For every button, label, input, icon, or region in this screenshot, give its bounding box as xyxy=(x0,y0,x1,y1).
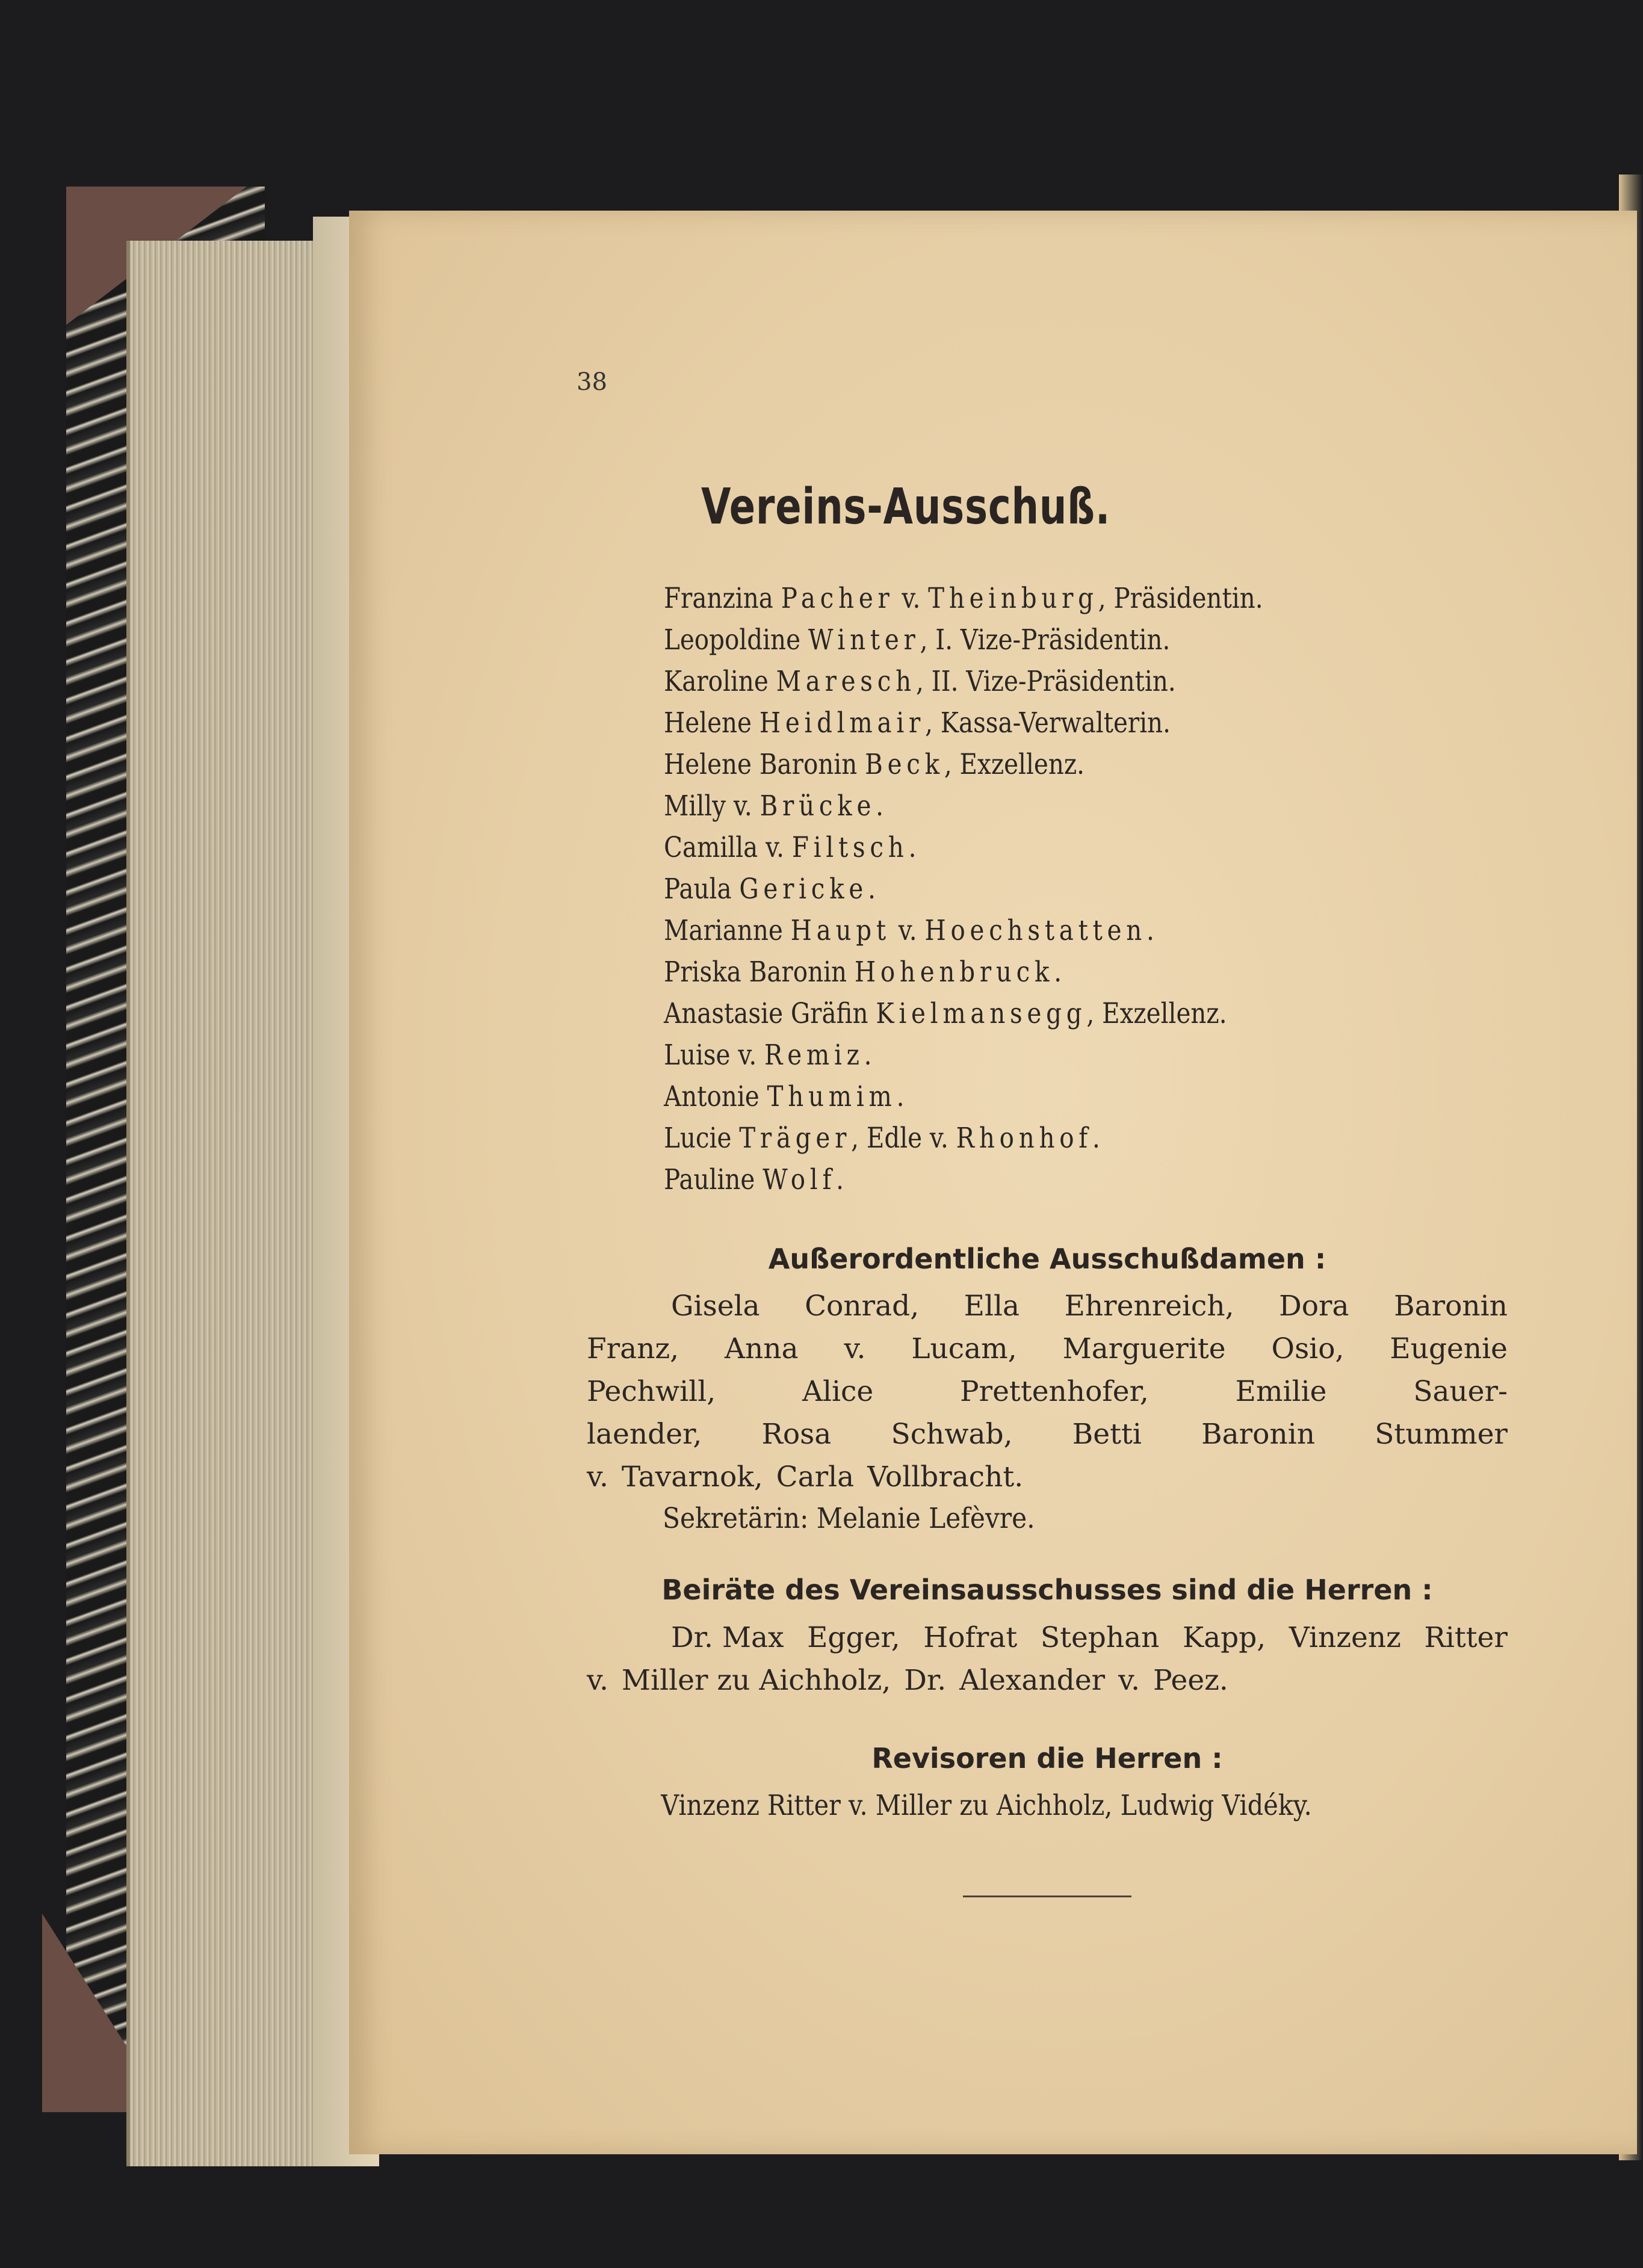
secretary-paragraph xyxy=(587,1497,1508,1540)
member-text: Anastasie Gräfin xyxy=(664,997,876,1030)
member-surname: Filtsch xyxy=(791,831,909,864)
member-text: Milly v. xyxy=(664,789,760,823)
text-line xyxy=(587,1327,1508,1370)
word: Ritter xyxy=(1424,1621,1508,1654)
word: Baronin xyxy=(1201,1418,1316,1451)
member-text: . xyxy=(908,831,917,864)
word: Vinzenz xyxy=(1289,1621,1401,1654)
member-text: , Edle v. xyxy=(851,1122,956,1155)
committee-member xyxy=(664,1076,1263,1117)
word: Alice xyxy=(802,1375,874,1408)
member-surname: Hohenbruck xyxy=(854,956,1054,989)
member-surname: Wolf xyxy=(763,1163,837,1196)
word: Hofrat xyxy=(923,1621,1018,1654)
text-line xyxy=(587,1370,1508,1413)
word: Betti xyxy=(1072,1418,1142,1451)
word: Kapp, xyxy=(1183,1621,1266,1654)
committee-list xyxy=(664,578,1361,1200)
text-line xyxy=(587,1456,1508,1498)
member-surname: Maresch xyxy=(776,665,916,698)
word: Osio, xyxy=(1271,1332,1344,1365)
committee-member xyxy=(664,619,1263,661)
member-text: v. xyxy=(894,582,929,615)
member-text: Camilla v. xyxy=(664,831,792,864)
member-text: , I. Vize-Präsidentin. xyxy=(920,623,1171,657)
member-text: , Präsidentin. xyxy=(1098,582,1263,615)
extra-members-paragraph xyxy=(587,1285,1508,1498)
closing-rule xyxy=(963,1896,1131,1897)
word: Peez. xyxy=(1153,1664,1228,1697)
committee-member xyxy=(664,744,1263,785)
word: Marguerite xyxy=(1062,1332,1226,1365)
member-text: Leopoldine xyxy=(664,623,808,657)
word: Stephan xyxy=(1040,1621,1160,1654)
member-surname: Winter xyxy=(808,623,920,657)
committee-member xyxy=(664,827,1263,868)
member-text: Lucie xyxy=(664,1122,740,1155)
word: Dora xyxy=(1279,1290,1349,1323)
member-text: Paula xyxy=(664,873,740,906)
committee-member xyxy=(664,868,1263,910)
auditors-paragraph xyxy=(587,1784,1508,1827)
word: Anna xyxy=(725,1332,799,1365)
page-title: Vereins-Ausschuß. xyxy=(701,478,1111,536)
committee-member xyxy=(664,910,1263,951)
advisors-paragraph xyxy=(587,1616,1508,1702)
page-number: 38 xyxy=(577,368,607,396)
member-text: . xyxy=(1092,1122,1100,1155)
text-line xyxy=(587,1413,1508,1456)
member-text: . xyxy=(1054,956,1062,989)
committee-member xyxy=(664,1034,1263,1076)
member-text: Helene Baronin xyxy=(664,748,865,781)
word: laender, xyxy=(587,1418,702,1451)
committee-member xyxy=(664,578,1263,619)
committee-member xyxy=(664,993,1263,1034)
member-text: . xyxy=(1146,914,1154,947)
member-text: . xyxy=(836,1163,844,1196)
word: Dr. Max xyxy=(671,1621,784,1654)
word: Lucam, xyxy=(911,1332,1017,1365)
committee-member xyxy=(664,1117,1263,1159)
committee-member xyxy=(664,661,1263,702)
member-text: , Exzellenz. xyxy=(944,748,1085,781)
committee-member xyxy=(664,785,1263,827)
committee-member xyxy=(664,1159,1263,1200)
word: Schwab, xyxy=(891,1418,1013,1451)
secretary-line: Sekretärin: Melanie Lefèvre. xyxy=(663,1502,1035,1535)
member-text: , Exzellenz. xyxy=(1086,997,1227,1030)
word: Pechwill, xyxy=(587,1375,716,1408)
text-line xyxy=(587,1659,1508,1702)
word: Eugenie xyxy=(1390,1332,1508,1365)
committee-member xyxy=(664,951,1263,993)
member-surname: Thumim xyxy=(767,1080,897,1113)
word: Tavarnok, xyxy=(621,1460,763,1494)
word: Franz, xyxy=(587,1332,679,1365)
word: Conrad, xyxy=(805,1290,920,1323)
member-surname: Pacher xyxy=(781,582,894,615)
auditors-line: Vinzenz Ritter v. Miller zu Aichholz, Ludwig Vidéky. xyxy=(661,1789,1312,1822)
text-line xyxy=(587,1616,1508,1659)
member-surname: Träger xyxy=(739,1122,852,1155)
word: Vollbracht. xyxy=(867,1460,1024,1494)
member-text: Karoline xyxy=(664,665,776,698)
member-surname: Brücke xyxy=(760,789,876,823)
member-text: v. xyxy=(890,914,925,947)
member-text: Pauline xyxy=(664,1163,763,1196)
word: Carla xyxy=(776,1460,855,1494)
member-text: Antonie xyxy=(664,1080,767,1113)
member-surname: Beck xyxy=(865,748,944,781)
word: Emilie xyxy=(1235,1375,1327,1408)
word: Rosa xyxy=(761,1418,832,1451)
committee-member xyxy=(664,702,1263,744)
member-surname: Heidlmair xyxy=(759,706,926,740)
auditors-heading: Revisoren die Herren : xyxy=(871,1742,1223,1775)
word: Dr. xyxy=(904,1664,947,1697)
word: Ella xyxy=(964,1290,1020,1323)
extra-members-heading: Außerordentliche Ausschußdamen : xyxy=(768,1243,1326,1275)
word: Gisela xyxy=(671,1290,760,1323)
word: Stummer xyxy=(1375,1418,1508,1451)
text-line xyxy=(587,1285,1508,1327)
word: v. xyxy=(844,1332,866,1365)
word: Ehrenreich, xyxy=(1064,1290,1234,1323)
member-surname: Kielmansegg xyxy=(876,997,1087,1030)
member-surname: Gericke xyxy=(739,873,868,906)
word: Prettenhofer, xyxy=(960,1375,1149,1408)
member-text: . xyxy=(864,1039,872,1072)
word: Egger, xyxy=(807,1621,900,1654)
word: Miller zu Aichholz, xyxy=(621,1664,891,1697)
member-surname: Haupt xyxy=(790,914,891,947)
word: Alexander xyxy=(959,1664,1106,1697)
member-surname: Remiz xyxy=(764,1039,864,1072)
member-text: Marianne xyxy=(664,914,791,947)
member-text: Franzina xyxy=(664,582,781,615)
member-text: . xyxy=(876,789,884,823)
member-surname: Hoechstatten xyxy=(924,914,1147,947)
member-text: Helene xyxy=(664,706,760,740)
member-surname: Rhonhof xyxy=(956,1122,1093,1155)
word: Baronin xyxy=(1394,1290,1508,1323)
word: v. xyxy=(1118,1664,1140,1697)
member-text: , Kassa-Verwalterin. xyxy=(925,706,1171,740)
member-text: . xyxy=(896,1080,905,1113)
advisors-heading: Beiräte des Vereinsausschusses sind die Herren : xyxy=(661,1574,1433,1606)
word: Sauer- xyxy=(1413,1375,1508,1408)
member-surname: Theinburg xyxy=(928,582,1098,615)
member-text: Priska Baronin xyxy=(664,956,855,989)
word: v. xyxy=(587,1664,608,1697)
member-text: . xyxy=(868,873,876,906)
member-text: , II. Vize-Präsidentin. xyxy=(915,665,1176,698)
word: v. xyxy=(587,1460,608,1494)
member-text: Luise v. xyxy=(664,1039,765,1072)
